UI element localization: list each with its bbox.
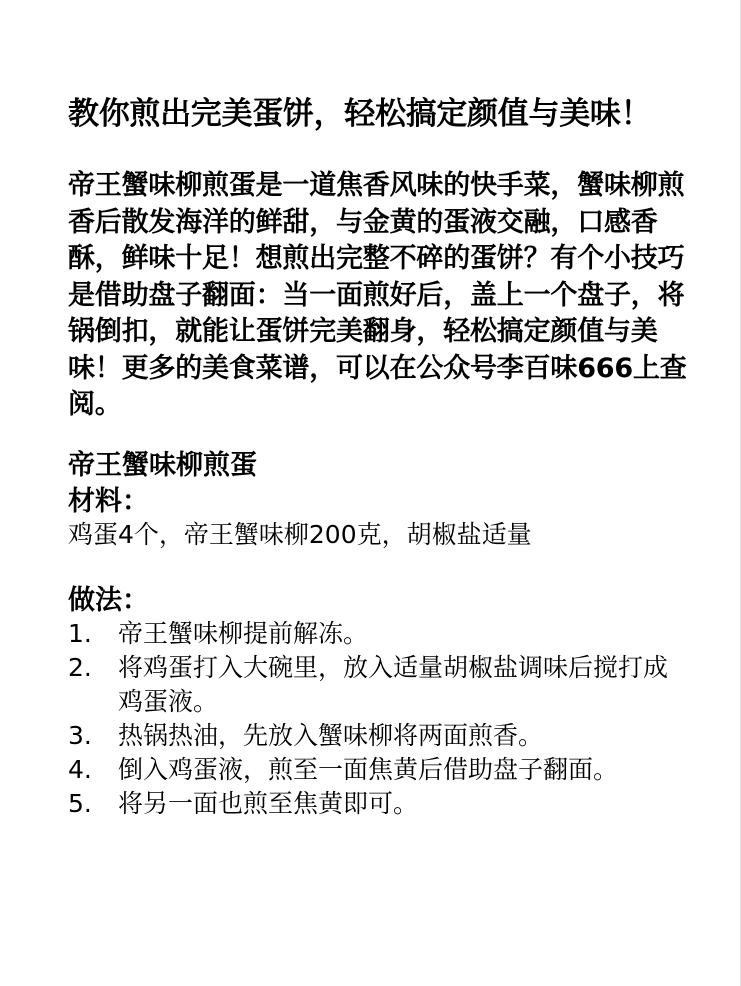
ingredients-text: 鸡蛋4个，帝王蟹味柳200克，胡椒盐适量 [68,520,532,549]
intro-paragraph: 帝王蟹味柳煎蛋是一道焦香风味的快手菜，蟹味柳煎香后散发海洋的鲜甜，与金黄的蛋液交融，口感香酥，鲜味十足！想煎出完整不碎的蛋饼？有个小技巧是借助盘子翻面：当一面煎好后，盖上一个盘子，将锅倒扣，就能让蛋饼完美翻身，轻松搞定颜值与美味！更多的美食菜谱，可以在公众号李百味666上查阅。 [68,170,687,420]
step-number: 1. [68,619,92,648]
step-text: 热锅热油，先放入蟹味柳将两面煎香。 [118,721,544,750]
recipe-name: 帝王蟹味柳煎蛋 [68,450,257,481]
method-label: 做法： [68,585,149,616]
step-number: 5. [68,789,92,818]
page-title: 教你煎出完美蛋饼，轻松搞定颜值与美味！ [68,96,652,132]
method-step [68,719,678,753]
method-step [68,753,678,787]
method-steps-list [68,617,678,821]
method-step [68,787,678,821]
method-step [68,617,678,651]
step-text: 帝王蟹味柳提前解冻。 [118,619,369,648]
ingredients-label: 材料： [68,486,149,517]
step-number: 2. [68,653,92,682]
step-text: 将鸡蛋打入大碗里，放入适量胡椒盐调味后搅打成鸡蛋液。 [118,653,669,716]
step-number: 3. [68,721,92,750]
step-text: 将另一面也煎至焦黄即可。 [118,789,419,818]
step-number: 4. [68,755,92,784]
method-step [68,651,678,719]
step-text: 倒入鸡蛋液，煎至一面焦黄后借助盘子翻面。 [118,755,619,784]
